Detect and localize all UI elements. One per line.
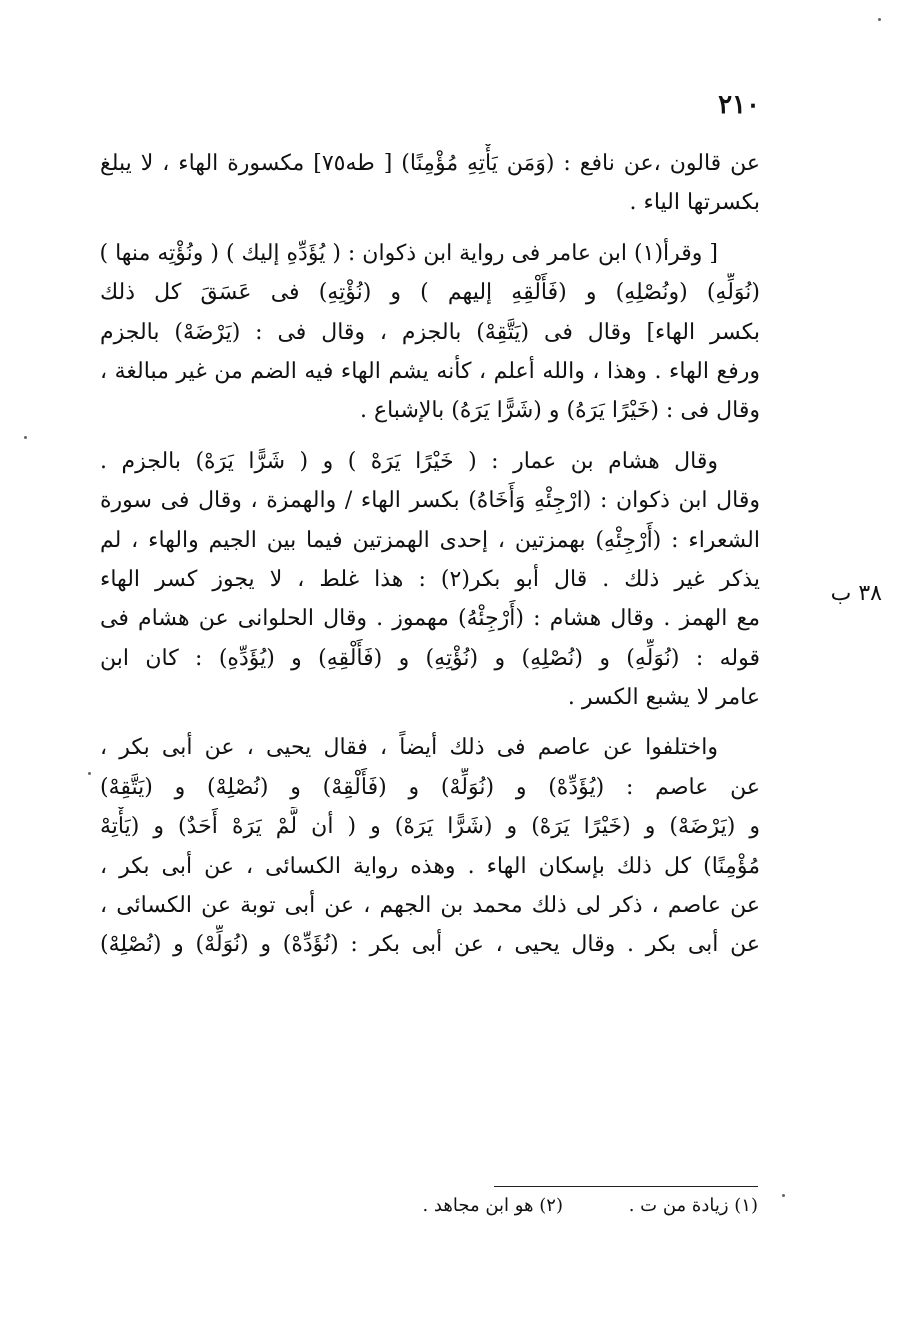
scan-speck [878,18,881,21]
main-text [100,144,760,965]
scan-speck [782,1194,785,1197]
footnote-2: (٢) هو ابن مجاهد . [422,1195,563,1216]
text-line: يذكر غير ذلك . قال أبو بكر(٢) : هذا غلط ، لا يجوز كسر الهاء [100,566,760,592]
text-line: بكسرتها الياء . [629,190,760,216]
text-line: عن عاصم : (يُؤَدِّهْ) و (نُوَلِّهْ) و (فَأَلْقِهْ) و (نُصْلِهْ) و (يَتَّقِهْ) [100,774,760,800]
paragraph [100,728,760,964]
footnote-1: (١) زيادة من ت . [628,1195,758,1216]
text-line: واختلفوا عن عاصم فى ذلك أيضاً ، فقال يحيى ، عن أبى بكر ، [100,735,718,761]
text-line: مع الهمز . وقال هشام : (أَرْجِئْهُ) مهموز . وقال الحلوانى عن هشام فى [100,606,760,632]
text-line: عن قالون ،عن نافع : (وَمَن يَأْتِهِ مُؤْمِنًا) [ طه٧٥] مكسورة الهاء ، لا يبلغ [100,151,760,176]
text-line: وقال ابن ذكوان : (ارْجِئْهِ وَأَخَاهُ) بكسر الهاء / والهمزة ، وقال فى سورة [100,488,760,514]
text-line: و (يَرْضَهْ) و (خَيْرًا يَرَهْ) و (شَرًّا يَرَهْ) و ( أن لَّمْ يَرَهْ أَحَدٌ) و (يَأْتِهْ [100,814,760,840]
text-line: بكسر الهاء] وقال فى (يَتَّقِهْ) بالجزم ، وقال فى : (يَرْضَهْ) بالجزم [100,319,760,345]
page-number: ٢١٠ [718,90,760,120]
text-line: الشعراء : (أَرْجِئْهِ) بهمزتين ، إحدى الهمزتين فيما بين الجيم والهاء ، لم [100,527,760,553]
paragraph [100,442,760,718]
text-line: عن عاصم ، ذكر لى ذلك محمد بن الجهم ، عن أبى توبة عن الكسائى ، [100,893,760,919]
text-line: وقال هشام بن عمار : ( خَيْرًا يَرَهْ ) و ( شَرًّا يَرَهْ) بالجزم . [100,448,718,474]
footnotes [200,1192,758,1220]
text-line: (نُوَلِّهِ) (ونُصْلِهِ) و (فَأَلْقِهِ إليهم ) و (نُؤْتِهِ) فى عَسَقَ كل ذلك [100,280,760,306]
text-line: [ وقرأ(١) ابن عامر فى رواية ابن ذكوان : ( يُؤَدِّهِ إليك ) ( ونُؤْتِه منها ) [100,240,718,266]
text-line: ورفع الهاء . وهذا ، والله أعلم ، كأنه يشم الهاء فيه الضم من غير مبالغة ، [100,358,760,384]
scan-speck [24,436,27,439]
footnote-divider [494,1186,758,1187]
text-line: عامر لا يشبع الكسر . [567,685,760,711]
text-line: وقال فى : (خَيْرًا يَرَهُ) و (شَرًّا يَرَهُ) بالإشباع . [359,398,760,424]
text-line: مُؤْمِنًا) كل ذلك بإسكان الهاء . وهذه رواية الكسائى ، عن أبى بكر ، [100,853,760,879]
text-line: عن أبى بكر . وقال يحيى ، عن أبى بكر : (نُؤَدِّهْ) و (نُوَلِّهْ) و (نُصْلِهْ) [100,932,760,958]
text-line: قوله : (نُوَلِّهِ) و (نُصْلِهِ) و (نُؤْتِهِ) و (فَأَلْقِهِ) و (يُؤَدِّهِ) : كان ابن [100,645,760,671]
paragraph [100,144,760,223]
scan-speck [88,772,91,775]
margin-folio-note: ٣٨ ب [830,581,882,606]
paragraph [100,234,760,431]
